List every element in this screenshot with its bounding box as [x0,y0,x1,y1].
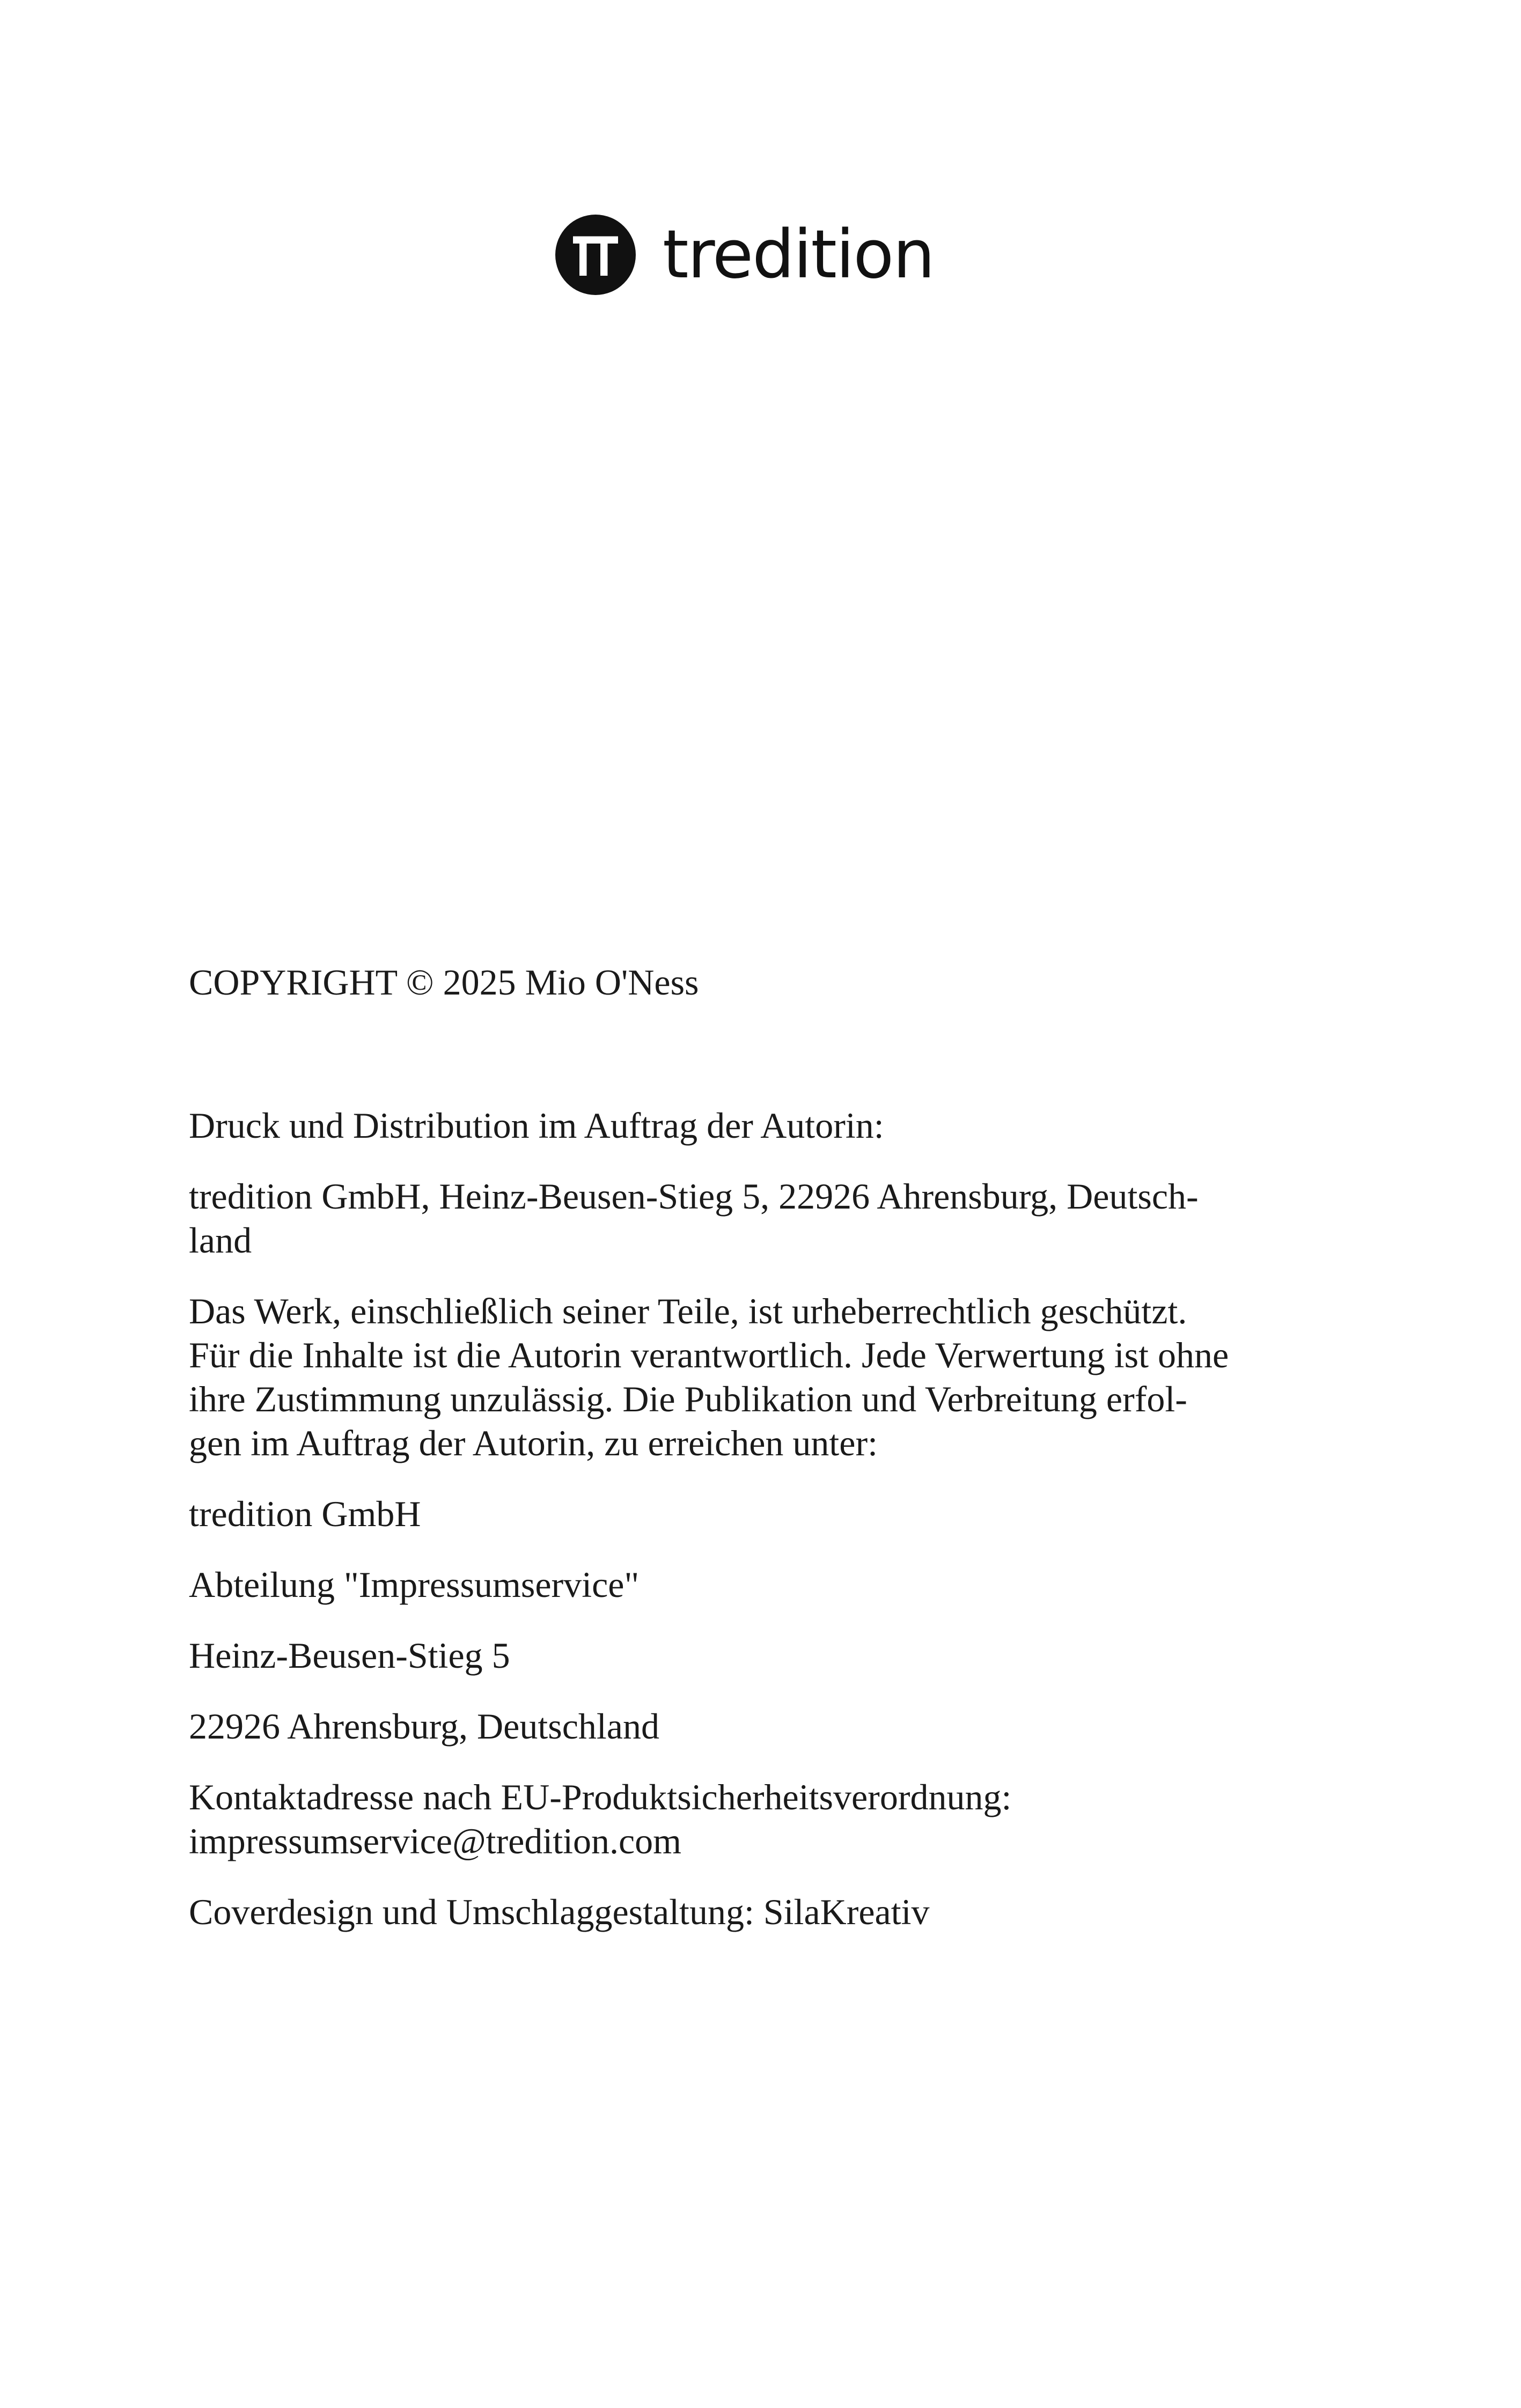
publisher-address-line: land [189,1220,252,1261]
publisher-logo [555,212,934,298]
eu-contact-email: impressumservice@tredition.com [189,1821,682,1861]
cover-credit: Coverdesign und Umschlaggestaltung: SilaKreativ [189,1891,930,1932]
eu-contact-label: Kontaktadresse nach EU-Produktsicherheitsverordnung: [189,1777,1012,1817]
rights-notice-line: Das Werk, einschließlich seiner Teile, ist urheberrechtlich geschützt. [189,1291,1187,1331]
rights-notice-line: gen im Auftrag der Autorin, zu erreichen unter: [189,1423,878,1463]
rights-notice-line: Für die Inhalte ist die Autorin verantwortlich. Jede Verwertung ist ohne [189,1335,1229,1375]
logo-wordmark: tredition [663,216,934,293]
eu-contact [189,1775,1294,1863]
rights-notice-line: ihre Zustimmung unzulässig. Die Publikation und Verbreitung erfol- [189,1379,1187,1419]
copyright-line: COPYRIGHT © 2025 Mio O'Ness [189,962,699,1003]
tredition-t-icon [555,215,636,295]
contact-company: tredition GmbH [189,1493,421,1534]
print-intro: Druck und Distribution im Auftrag der Autorin: [189,1105,884,1146]
contact-city: 22926 Ahrensburg, Deutschland [189,1706,659,1747]
rights-notice [189,1289,1294,1465]
publisher-address [189,1174,1294,1262]
publisher-address-line: tredition GmbH, Heinz-Beusen-Stieg 5, 22926 Ahrensburg, Deutsch- [189,1176,1199,1217]
imprint-text [189,960,1294,1934]
contact-street: Heinz-Beusen-Stieg 5 [189,1635,510,1676]
contact-department: Abteilung "Impressumservice" [189,1564,640,1605]
